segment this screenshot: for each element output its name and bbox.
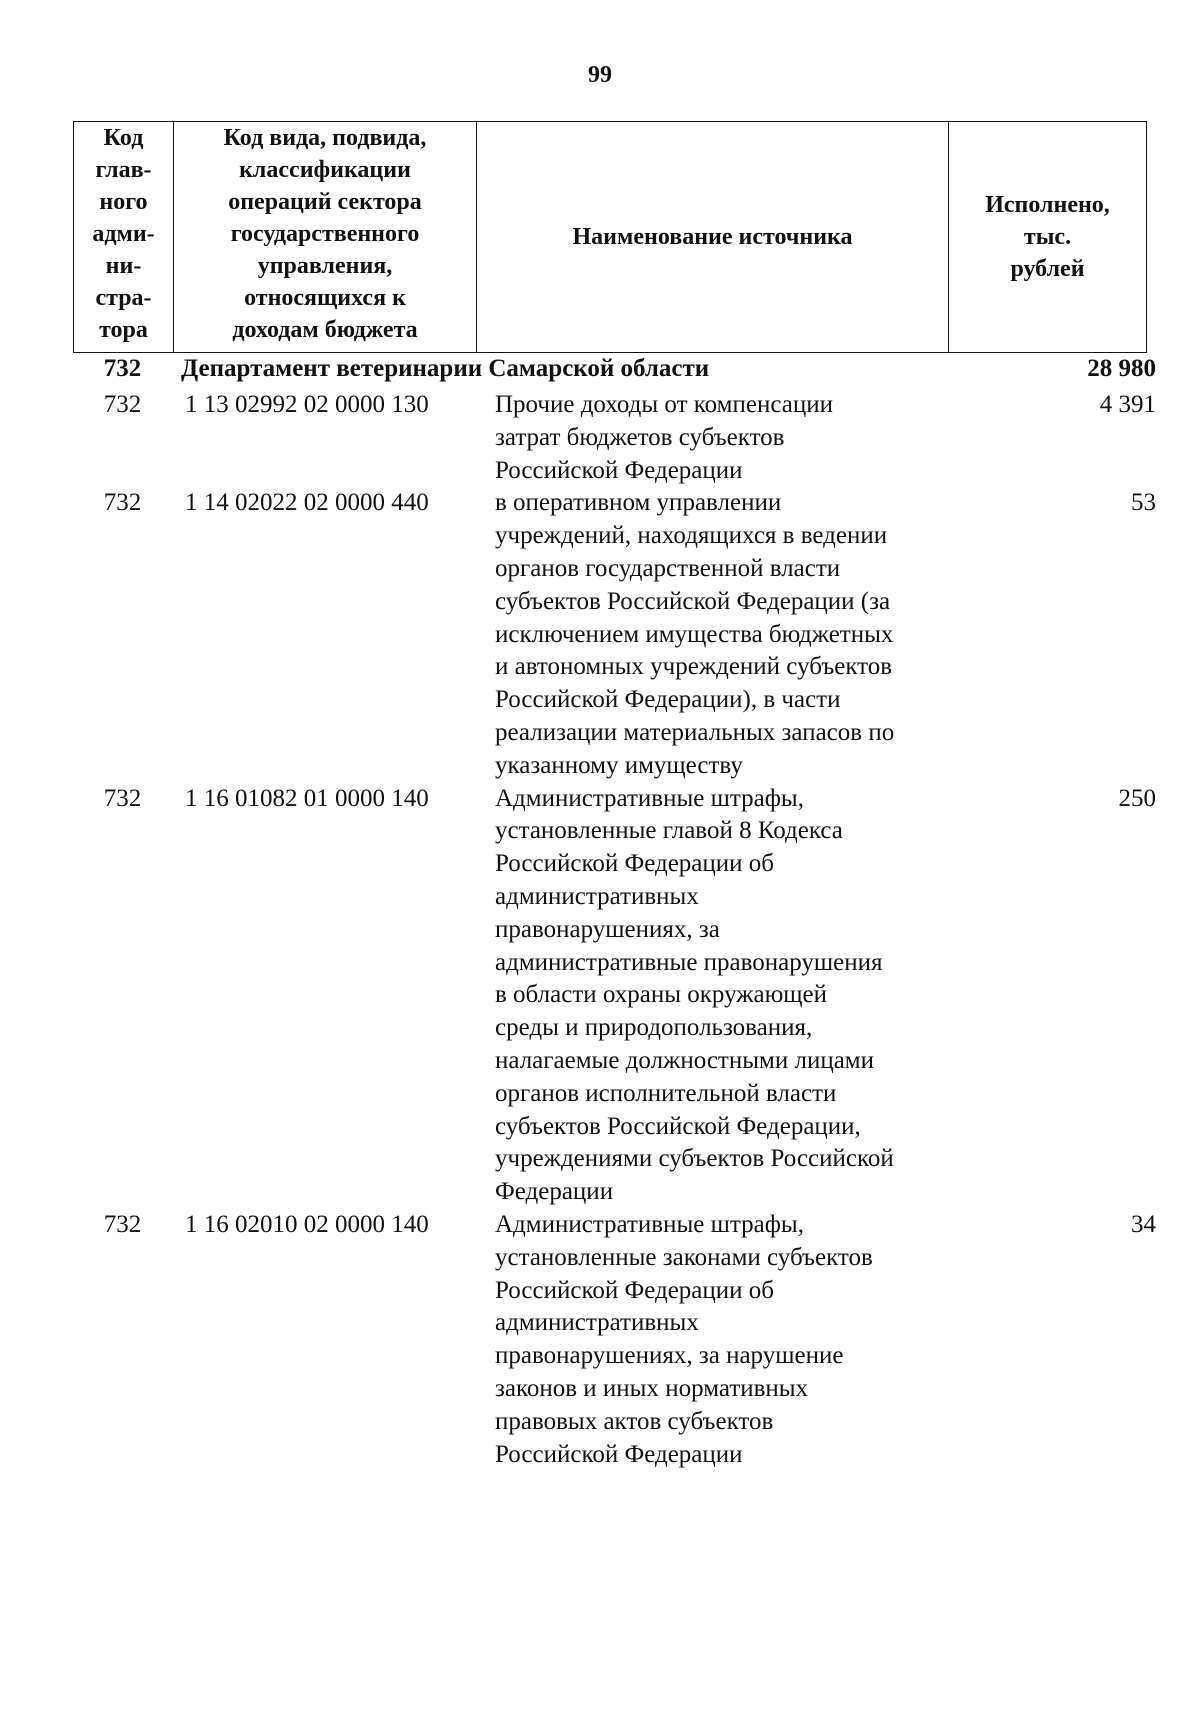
source-line: реализации материальных запасов по xyxy=(495,718,895,746)
header-kbk-code xyxy=(174,122,477,353)
amount: 53 xyxy=(1131,489,1156,517)
admin-code: 732 xyxy=(103,489,142,517)
source-line: установленные законами субъектов xyxy=(495,1243,873,1271)
kbk-code: 1 16 01082 01 0000 140 xyxy=(185,784,429,812)
header-text: тора xyxy=(99,317,148,343)
source-line: и автономных учреждений субъектов xyxy=(495,653,893,681)
source-line: субъектов Российской Федерации, xyxy=(495,1112,861,1140)
department-row xyxy=(73,355,1156,389)
admin-code: 732 xyxy=(103,784,142,812)
page-number: 99 xyxy=(588,62,612,88)
source-line: правонарушениях, за нарушение xyxy=(495,1342,844,1370)
source-line: Административные штрафы, xyxy=(495,784,804,812)
source-line: субъектов Российской Федерации (за xyxy=(495,587,891,615)
amount: 4 391 xyxy=(1099,391,1156,418)
amount: 34 xyxy=(1131,1210,1156,1238)
kbk-code: 1 14 02022 02 0000 440 xyxy=(185,489,429,517)
table-row xyxy=(73,783,1156,1209)
admin-code: 732 xyxy=(103,1210,142,1238)
source-line: Российской Федерации xyxy=(495,1440,743,1468)
source-line: законов и иных нормативных xyxy=(495,1374,809,1402)
department-name: Департамент ветеринарии Самарской области xyxy=(181,355,710,382)
kbk-code: 1 13 02992 02 0000 130 xyxy=(185,391,429,418)
header-text: доходам бюджета xyxy=(232,317,418,343)
header-text: Код вида, подвида, xyxy=(223,125,427,151)
header-text: ного xyxy=(99,189,148,215)
admin-code: 732 xyxy=(103,391,142,418)
table-row xyxy=(73,389,1156,487)
source-line: учреждений, находящихся в ведении xyxy=(495,522,888,550)
source-line: Российской Федерации об xyxy=(495,1276,774,1304)
source-name xyxy=(495,1209,955,1471)
department-amount: 28 980 xyxy=(1087,355,1156,382)
header-source-name: Наименование источника xyxy=(477,122,949,353)
kbk-code: 1 16 02010 02 0000 140 xyxy=(185,1210,429,1238)
source-line: исключением имущества бюджетных xyxy=(495,620,894,648)
source-line: установленные главой 8 Кодекса xyxy=(495,817,843,845)
header-text: операций сектора xyxy=(228,189,422,215)
header-text: относящихся к xyxy=(244,285,406,311)
header-text: управления, xyxy=(257,253,393,279)
source-line: в области охраны окружающей xyxy=(495,981,828,1009)
source-line: органов государственной власти xyxy=(495,554,841,582)
header-text: ни- xyxy=(105,253,142,279)
source-line: административных xyxy=(495,882,699,910)
source-name xyxy=(495,783,955,1209)
source-line: затрат бюджетов субъектов xyxy=(495,423,785,451)
source-line: Федерации xyxy=(495,1178,614,1206)
table-body xyxy=(73,355,1156,1471)
amount: 250 xyxy=(1118,784,1156,812)
table-row xyxy=(73,487,1156,782)
source-name xyxy=(495,389,955,487)
source-line: Административные штрафы, xyxy=(495,1210,804,1238)
source-line: учреждениями субъектов Российской xyxy=(495,1145,894,1173)
source-line: административных xyxy=(495,1309,699,1337)
table-row xyxy=(73,1209,1156,1471)
source-name xyxy=(495,487,955,782)
header-executed xyxy=(949,122,1147,353)
header-text: стра- xyxy=(95,285,152,311)
header-text: тыс. xyxy=(1023,224,1072,250)
source-line: Российской Федерации), в части xyxy=(495,686,841,714)
source-line: органов исполнительной власти xyxy=(495,1079,837,1107)
header-text: рублей xyxy=(1010,256,1085,282)
header-text: Исполнено, xyxy=(985,192,1110,218)
source-line: административные правонарушения xyxy=(495,948,883,976)
table-header xyxy=(73,121,1147,353)
source-line: правонарушениях, за xyxy=(495,915,720,943)
header-admin-code xyxy=(74,122,174,353)
source-line: в оперативном управлении xyxy=(495,489,782,517)
header-text: государственного xyxy=(230,221,420,247)
header-text: глав- xyxy=(95,157,152,183)
source-line: Российской Федерации xyxy=(495,456,743,484)
source-line: правовых актов субъектов xyxy=(495,1407,774,1435)
source-line: указанному имуществу xyxy=(495,751,743,779)
header-text: классификации xyxy=(239,157,411,183)
header-text: Код xyxy=(103,125,144,151)
source-line: Российской Федерации об xyxy=(495,850,774,878)
source-line: налагаемые должностными лицами xyxy=(495,1046,874,1074)
header-text: адми- xyxy=(92,221,155,247)
department-code: 732 xyxy=(103,355,142,382)
source-line: Прочие доходы от компенсации xyxy=(495,391,833,418)
source-line: среды и природопользования, xyxy=(495,1014,813,1042)
